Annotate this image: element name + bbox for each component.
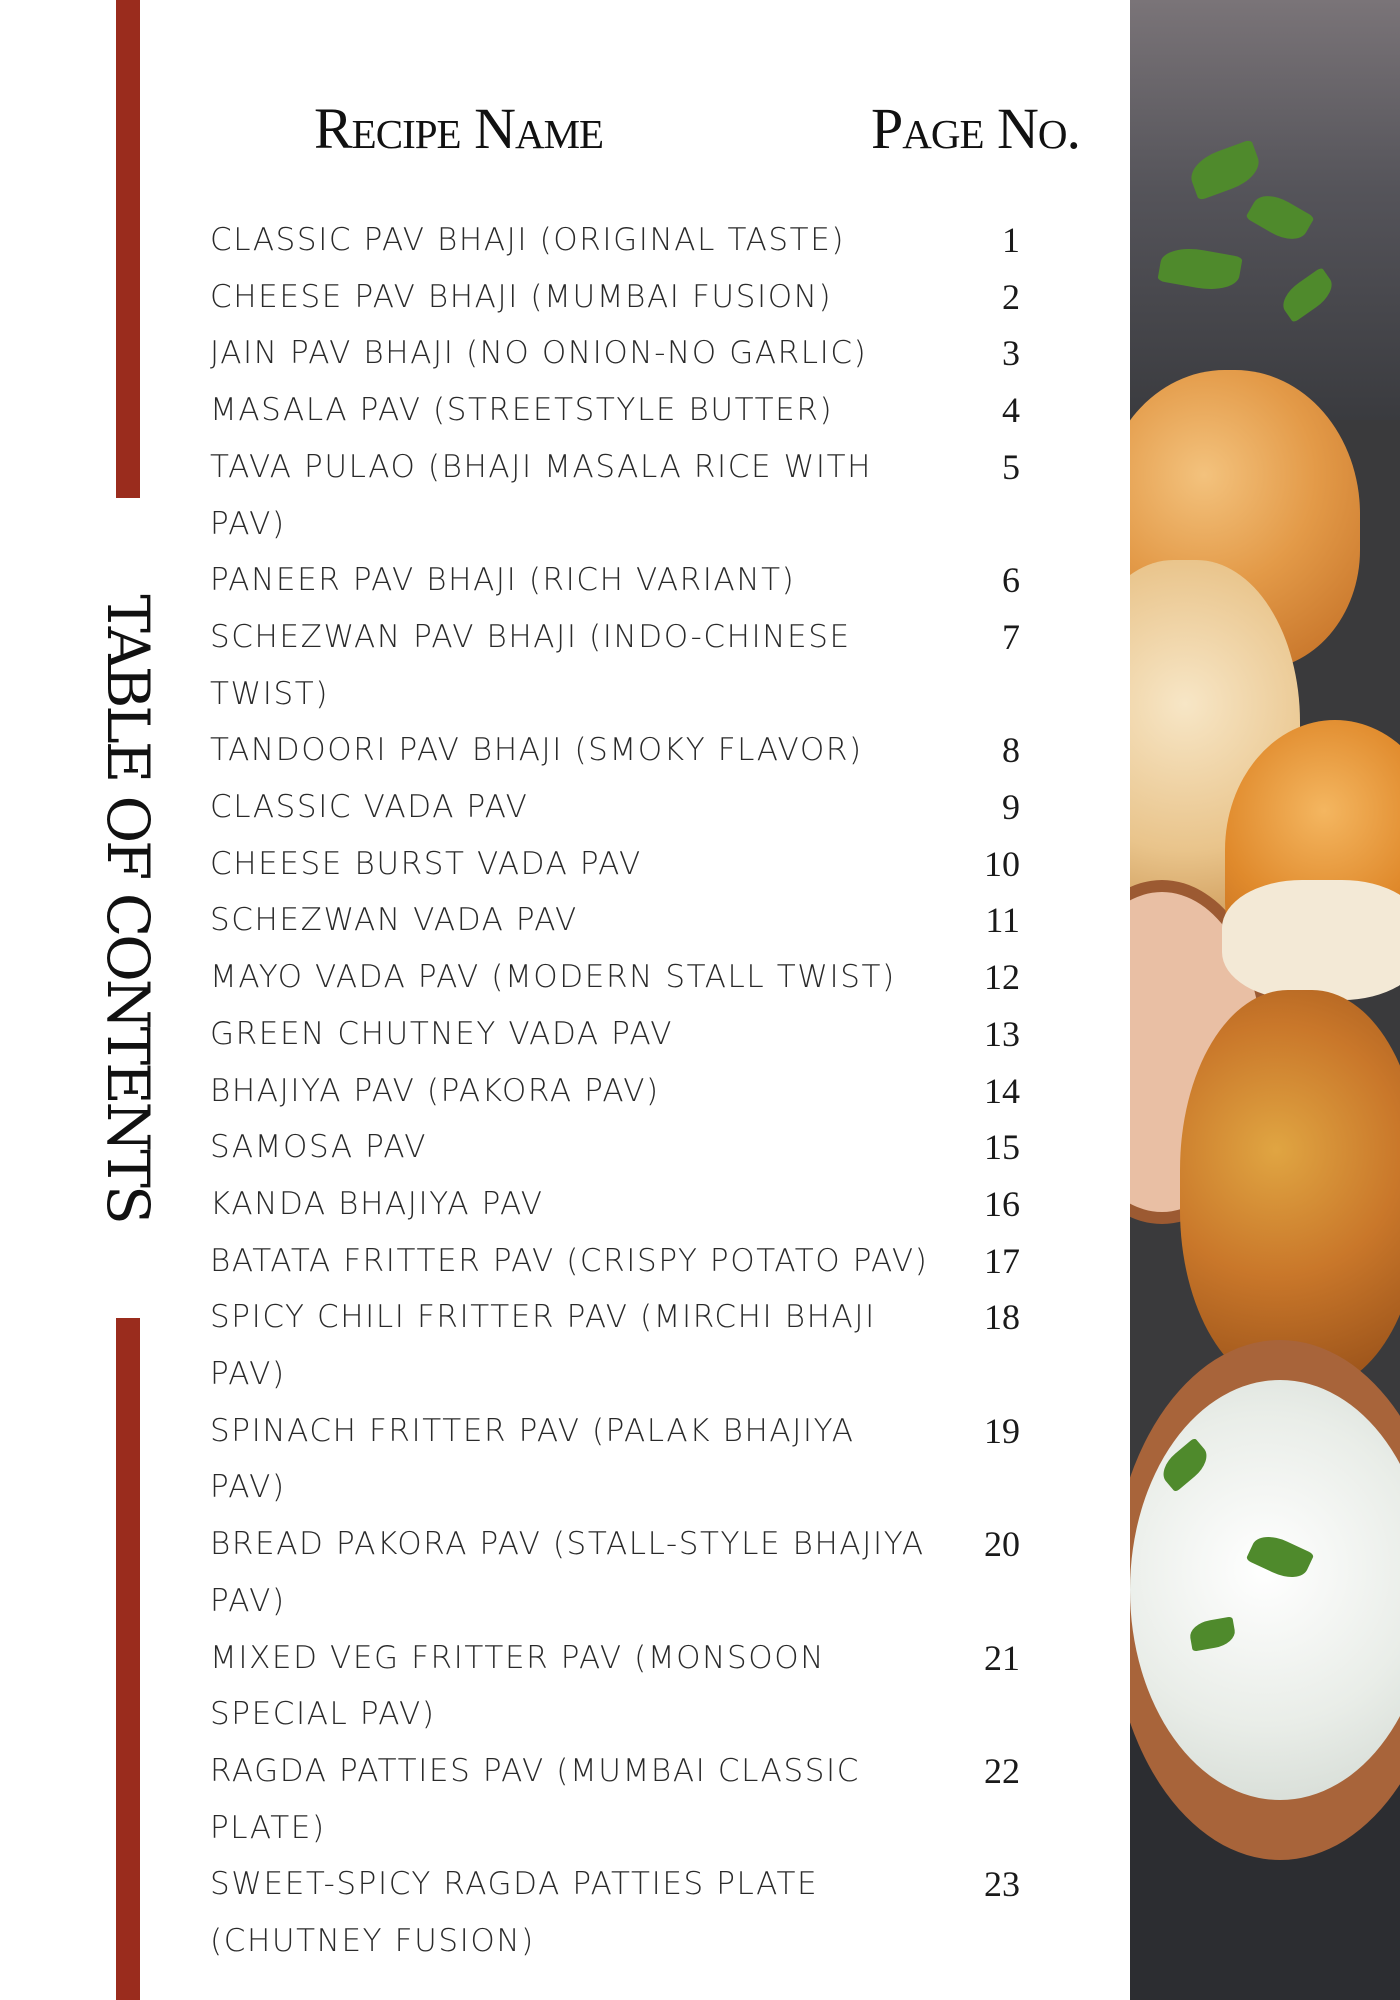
recipe-name: CHEESE PAV BHAJI (MUMBAI FUSION) [210,278,833,315]
page-number: 7 [1002,616,1020,657]
toc-list [210,212,1030,1970]
toc-entry[interactable] [210,269,1030,326]
page-number: 13 [984,1013,1020,1054]
recipe-name: SAMOSA PAV [210,1129,428,1166]
toc-entry[interactable] [210,1403,1030,1516]
page-number: 11 [985,900,1020,941]
toc-entry[interactable] [210,1233,1030,1290]
page-number: 14 [984,1070,1020,1111]
page-number: 16 [984,1183,1020,1224]
page-number: 17 [984,1240,1020,1281]
recipe-name: GREEN CHUTNEY VADA PAV [210,1015,674,1052]
recipe-name: TAVA PULAO (BHAJI MASALA RICE WITH PAV) [210,448,873,542]
recipe-name: BATATA FRITTER PAV (CRISPY POTATO PAV) [210,1242,929,1279]
page-number: 8 [1002,730,1020,771]
recipe-name: TANDOORI PAV BHAJI (SMOKY FLAVOR) [210,732,863,769]
toc-entry[interactable] [210,1176,1030,1233]
toc-entry[interactable] [210,1289,1030,1402]
page-number: 21 [984,1637,1020,1678]
recipe-name-header: Recipe Name [314,96,604,161]
page-no-header: Page No. [871,96,1081,161]
recipe-name: SCHEZWAN VADA PAV [210,902,578,939]
vertical-page-title: TABLE OF CONTENTS [94,594,162,1222]
recipe-name: KANDA BHAJIYA PAV [210,1185,544,1222]
toc-entry[interactable] [210,552,1030,609]
recipe-name: CHEESE BURST VADA PAV [210,845,642,882]
recipe-name: MAYO VADA PAV (MODERN STALL TWIST) [210,959,896,996]
page-number: 18 [984,1297,1020,1338]
toc-entry[interactable] [210,439,1030,552]
toc-entry[interactable] [210,325,1030,382]
recipe-name: SPICY CHILI FRITTER PAV (MIRCHI BHAJI PAV) [210,1299,876,1393]
recipe-name: CLASSIC PAV BHAJI (ORIGINAL TASTE) [210,222,846,258]
page-number: 12 [984,957,1020,998]
page-number: 1 [1002,220,1020,260]
toc-entry[interactable] [210,382,1030,439]
toc-entry[interactable] [210,892,1030,949]
page-number: 19 [984,1410,1020,1451]
page-number: 20 [984,1524,1020,1565]
page-number: 2 [1002,276,1020,317]
recipe-name: CLASSIC VADA PAV [210,789,529,826]
page-number: 5 [1002,446,1020,487]
toc-entry[interactable] [210,1063,1030,1120]
recipe-name: BHAJIYA PAV (PAKORA PAV) [210,1072,660,1109]
toc-entry[interactable] [210,1516,1030,1629]
recipe-name: SPINACH FRITTER PAV (PALAK BHAJIYA PAV) [210,1412,855,1506]
page-number: 15 [984,1127,1020,1168]
recipe-name: SCHEZWAN PAV BHAJI (INDO-CHINESE TWIST) [210,618,851,712]
page-number: 22 [984,1750,1020,1791]
page-number: 3 [1002,333,1020,374]
toc-entry[interactable] [210,949,1030,1006]
food-photo [1130,0,1400,2000]
recipe-name: BREAD PAKORA PAV (STALL-STYLE BHAJIYA PAV) [210,1526,925,1619]
toc-entry[interactable] [210,1119,1030,1176]
toc-entry[interactable] [210,1743,1030,1856]
recipe-name: RAGDA PATTIES PAV (MUMBAI CLASSIC PLATE) [210,1752,861,1846]
recipe-name: SWEET-SPICY RAGDA PATTIES PLATE (CHUTNEY FUSION) [210,1866,819,1960]
page-number: 10 [984,843,1020,884]
toc-entry[interactable] [210,1630,1030,1743]
toc-entry[interactable] [210,212,1030,269]
recipe-name: PANEER PAV BHAJI (RICH VARIANT) [210,562,796,599]
recipe-name: JAIN PAV BHAJI (NO ONION-NO GARLIC) [210,335,868,372]
toc-entry[interactable] [210,1006,1030,1063]
toc-entry[interactable] [210,722,1030,779]
page-number: 6 [1002,560,1020,601]
recipe-name: MIXED VEG FRITTER PAV (MONSOON SPECIAL PAV) [210,1639,826,1733]
accent-bar-top [116,0,140,498]
toc-entry[interactable] [210,1856,1030,1969]
accent-bar-bottom [116,1318,140,2000]
toc-entry[interactable] [210,779,1030,836]
toc-entry[interactable] [210,609,1030,722]
recipe-name: MASALA PAV (STREETSTYLE BUTTER) [210,392,834,429]
toc-entry[interactable] [210,836,1030,893]
page-number: 9 [1002,787,1020,828]
page-number: 23 [984,1864,1020,1905]
page-number: 4 [1002,390,1020,431]
